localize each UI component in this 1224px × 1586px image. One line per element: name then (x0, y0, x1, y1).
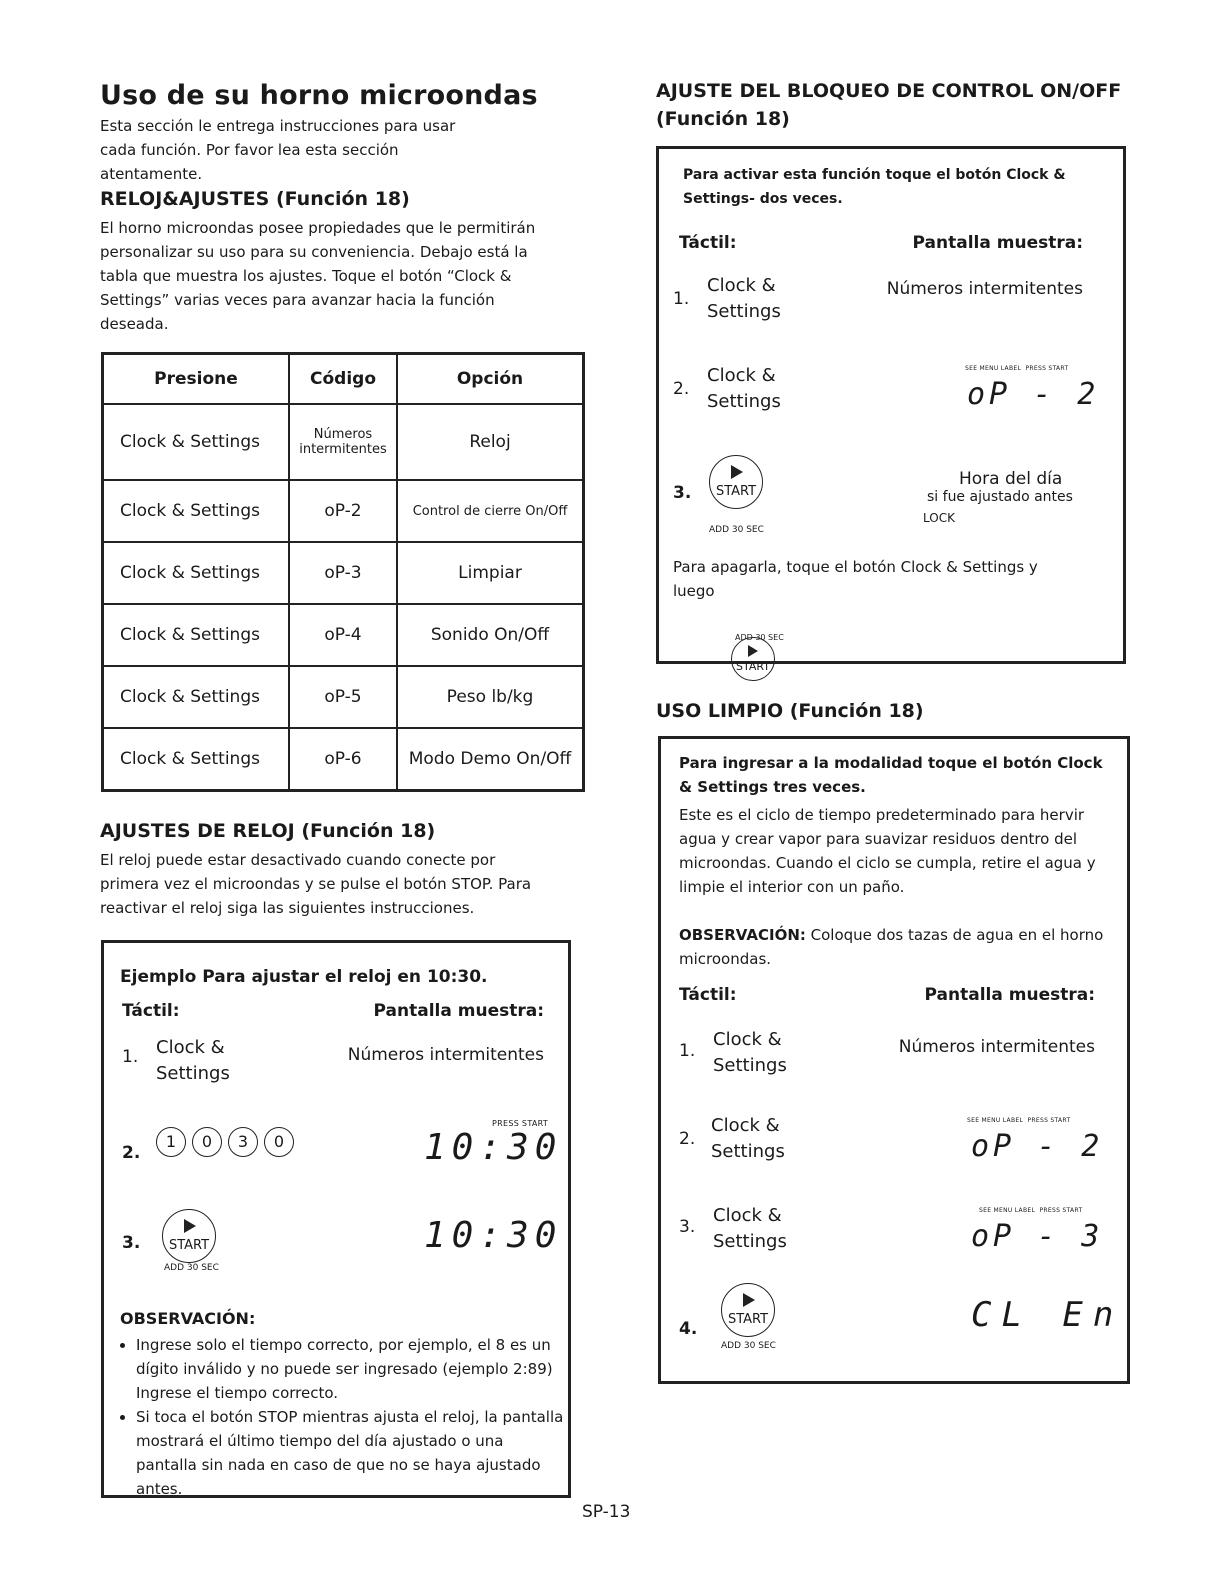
button-line: Settings (711, 1141, 785, 1162)
start-label: START (727, 1312, 769, 1327)
header-codigo: Código (289, 354, 397, 405)
step-number: 2. (122, 1143, 141, 1163)
lock-box (656, 146, 1126, 673)
start-button[interactable] (721, 1283, 775, 1337)
add-30-label: ADD 30 SEC (164, 1263, 219, 1273)
start-button[interactable] (162, 1209, 216, 1263)
see-menu-label: SEE MENU LABEL PRESS START (967, 1117, 1071, 1124)
pantalla-label: Pantalla muestra: (373, 1001, 544, 1021)
digit-button[interactable]: 1 (156, 1127, 186, 1157)
step-number: 1. (673, 289, 690, 309)
si-fue-text: si fue ajustado antes (927, 489, 1073, 505)
clean-box (658, 736, 1130, 1384)
clock-settings-button[interactable]: Clock & Settings (156, 1037, 230, 1084)
cell-presione: Clock & Settings (103, 542, 290, 604)
ajustes-text: El reloj puede estar desactivado cuando conecte por primera vez el microondas y se pulse el botón STOP. Para reactivar el reloj siga las siguientes instrucciones. (100, 851, 532, 917)
list-item: • Ingrese solo el tiempo correcto, por ejemplo, el 8 es un dígito inválido y no puede ser ingresado (ejemplo 2:89) Ingrese el tiempo correcto. (136, 1333, 566, 1405)
clock-settings-button[interactable] (707, 273, 781, 325)
step-number: 4. (679, 1319, 698, 1339)
cell-presione: Clock & Settings (103, 404, 290, 480)
cell-presione: Clock & Settings (103, 480, 290, 542)
tactil-label: Táctil: (679, 233, 737, 253)
cell-codigo: oP-5 (289, 666, 397, 728)
pantalla-label: Pantalla muestra: (924, 985, 1095, 1005)
display-text: Números intermitentes (898, 1037, 1095, 1057)
table-row (103, 480, 584, 542)
digit-buttons (156, 1127, 300, 1157)
tactil-label: Táctil: (122, 1001, 180, 1021)
step-number: 1. (122, 1047, 139, 1067)
lock-heading: AJUSTE DEL BLOQUEO DE CONTROL ON/OFF (656, 80, 1122, 102)
lcd-display: CL En (971, 1295, 1124, 1335)
clock-settings-button[interactable] (711, 1113, 785, 1165)
start-button[interactable] (731, 637, 775, 681)
tactil-label: Táctil: (679, 985, 737, 1005)
lock-label: LOCK (923, 511, 955, 525)
step-number: 2. (673, 379, 690, 399)
step-number: 2. (679, 1129, 696, 1149)
off-text: Para apagarla, toque el botón Clock & Settings y luego (673, 558, 1038, 600)
cell-opcion: Reloj (397, 404, 584, 480)
button-line: Settings (707, 301, 781, 322)
step-number: 3. (679, 1217, 696, 1237)
clock-settings-button[interactable] (713, 1027, 787, 1079)
cell-codigo: Números intermitentes (289, 404, 397, 480)
display-text: Números intermitentes (886, 279, 1083, 299)
clock-settings-button[interactable] (713, 1203, 787, 1255)
display-text: Números intermitentes (347, 1045, 544, 1065)
clock-example-box (101, 940, 571, 1498)
digit-button[interactable]: 0 (264, 1127, 294, 1157)
clean-text: Este es el ciclo de tiempo predeterminado para hervir agua y crear vapor para suavizar residuos dentro del microondas. Cuando el ciclo se cumpla, retire el agua y limpie el interior con un paño. (679, 806, 1096, 896)
digit-button[interactable]: 3 (228, 1127, 258, 1157)
clock-settings-button[interactable] (707, 363, 781, 415)
step-number: 3. (122, 1233, 141, 1253)
reloj-heading: RELOJ&AJUSTES (Función 18) (100, 188, 410, 210)
list-item: • Si toca el botón STOP mientras ajusta el reloj, la pantalla mostrará el último tiempo del día ajustado o una pantalla sin nada en caso de que no se haya ajustado antes. (136, 1405, 566, 1501)
obs-heading: OBSERVACIÓN: (120, 1309, 256, 1328)
cell-codigo: oP-2 (289, 480, 397, 542)
button-line: Clock & (713, 1029, 782, 1050)
pantalla-label: Pantalla muestra: (912, 233, 1083, 253)
start-label: START (736, 660, 770, 673)
add-30-label: ADD 30 SEC (709, 525, 764, 535)
button-line: Settings (707, 391, 781, 412)
lock-instructions: Para activar esta función toque el botón Clock & Settings- dos veces. (683, 167, 1066, 207)
cell-codigo: oP-6 (289, 728, 397, 791)
button-line: Settings (713, 1231, 787, 1252)
table-row (103, 728, 584, 791)
add-30-label: ADD 30 SEC (735, 633, 784, 642)
button-line: Settings (713, 1055, 787, 1076)
cell-opcion: Control de cierre On/Off (397, 480, 584, 542)
table-row (103, 404, 584, 480)
lcd-display: oP - 3 (971, 1219, 1104, 1254)
play-icon (731, 465, 743, 479)
button-line: Clock & (707, 365, 776, 386)
settings-table (101, 352, 585, 792)
table-row (103, 604, 584, 666)
digit-button[interactable]: 0 (192, 1127, 222, 1157)
cell-presione: Clock & Settings (103, 728, 290, 791)
step-number: 1. (679, 1041, 696, 1061)
table-header-row (103, 354, 584, 405)
start-label: START (715, 484, 757, 499)
add-30-label: ADD 30 SEC (721, 1341, 776, 1351)
button-line: Clock & (713, 1205, 782, 1226)
play-icon (184, 1219, 196, 1233)
lcd-display: oP - 2 (971, 1129, 1104, 1164)
header-opcion: Opción (397, 354, 584, 405)
press-start-label: PRESS START (492, 1119, 549, 1128)
clean-heading: USO LIMPIO (Función 18) (656, 700, 924, 722)
button-line: Clock & (707, 275, 776, 296)
start-button[interactable] (709, 455, 763, 509)
table-row (103, 542, 584, 604)
reloj-text: El horno microondas posee propiedades que le permitirán personalizar su uso para su conveniencia. Debajo está la tabla que muestra los ajustes. Toque el botón “Clock & Settings” varias veces para avanzar hacia la función deseada. (100, 219, 536, 333)
header-presione: Presione (103, 354, 290, 405)
cell-codigo: oP-3 (289, 542, 397, 604)
cell-presione: Clock & Settings (103, 604, 290, 666)
see-menu-label: SEE MENU LABEL PRESS START (979, 1207, 1083, 1214)
cell-opcion: Limpiar (397, 542, 584, 604)
lcd-display: 10:30 (424, 1215, 563, 1256)
obs-list (120, 1333, 566, 1501)
hora-text: Hora del día (959, 469, 1063, 489)
play-icon (743, 1293, 755, 1307)
ajustes-heading: AJUSTES DE RELOJ (Función 18) (100, 820, 436, 842)
page-number: SP-13 (582, 1502, 631, 1522)
play-icon (748, 645, 758, 657)
clean-obs: OBSERVACIÓN: Coloque dos tazas de agua en el horno microondas. (679, 926, 1104, 968)
cell-opcion: Peso lb/kg (397, 666, 584, 728)
example-title: Ejemplo Para ajustar el reloj en 10:30. (120, 967, 488, 987)
cell-presione: Clock & Settings (103, 666, 290, 728)
see-menu-label: SEE MENU LABEL PRESS START (965, 365, 1069, 372)
page-title: Uso de su horno microondas (100, 80, 538, 111)
cell-opcion: Sonido On/Off (397, 604, 584, 666)
intro-text: Esta sección le entrega instrucciones para usar cada función. Por favor lea esta sección atentamente. (100, 117, 456, 183)
lcd-display: oP - 2 (967, 377, 1100, 412)
table-row (103, 666, 584, 728)
clean-instructions: Para ingresar a la modalidad toque el botón Clock & Settings tres veces. (679, 754, 1103, 796)
cell-opcion: Modo Demo On/Off (397, 728, 584, 791)
step-number: 3. (673, 483, 692, 503)
lcd-display: 10:30 (424, 1127, 563, 1168)
start-label: START (168, 1238, 210, 1253)
cell-codigo: oP-4 (289, 604, 397, 666)
lock-subheading: (Función 18) (656, 108, 790, 130)
button-line: Clock & (711, 1115, 780, 1136)
